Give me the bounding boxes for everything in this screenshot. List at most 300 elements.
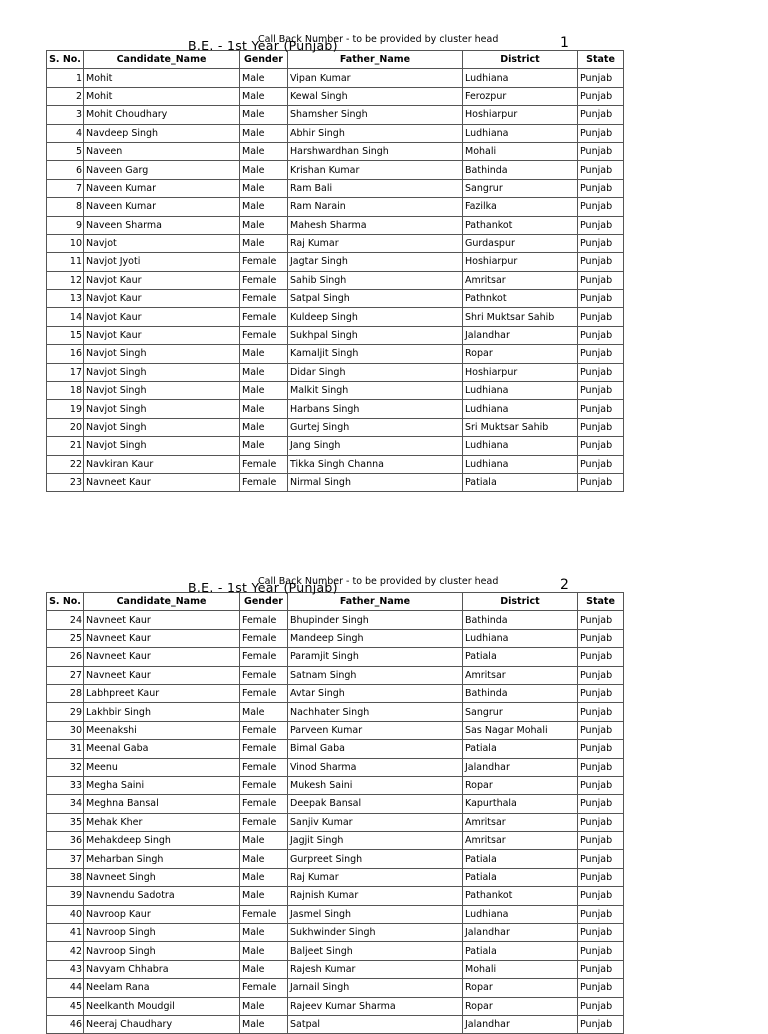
candidate-name-cell: Labhpreet Kaur [84, 684, 240, 702]
state-cell: Punjab [578, 703, 624, 721]
serial-number-cell: 33 [47, 776, 84, 794]
serial-number-cell: 20 [47, 418, 84, 436]
state-cell: Punjab [578, 87, 624, 105]
state-cell: Punjab [578, 124, 624, 142]
state-cell: Punjab [578, 942, 624, 960]
candidate-name-cell: Mohit Choudhary [84, 106, 240, 124]
district-cell: Ludhiana [463, 905, 578, 923]
district-cell: Jalandhar [463, 924, 578, 942]
table-row [47, 666, 624, 684]
district-cell: Ferozpur [463, 87, 578, 105]
gender-cell: Male [240, 997, 288, 1015]
district-cell: Gurdaspur [463, 234, 578, 252]
column-header: Gender [240, 51, 288, 69]
district-cell: Jalandhar [463, 758, 578, 776]
state-cell: Punjab [578, 721, 624, 739]
state-cell: Punjab [578, 611, 624, 629]
column-header: State [578, 593, 624, 611]
gender-cell: Male [240, 124, 288, 142]
candidate-name-cell: Meghna Bansal [84, 795, 240, 813]
candidate-name-cell: Mohit [84, 87, 240, 105]
candidate-name-cell: Navjot Kaur [84, 271, 240, 289]
candidate-name-cell: Navneet Kaur [84, 666, 240, 684]
table-row [47, 997, 624, 1015]
district-cell: Patiala [463, 942, 578, 960]
candidate-name-cell: Navjot Singh [84, 400, 240, 418]
state-cell: Punjab [578, 69, 624, 87]
table-row [47, 179, 624, 197]
candidate-name-cell: Naveen Kumar [84, 179, 240, 197]
district-cell: Mohali [463, 142, 578, 160]
serial-number-cell: 24 [47, 611, 84, 629]
candidate-name-cell: Navroop Singh [84, 942, 240, 960]
serial-number-cell: 35 [47, 813, 84, 831]
gender-cell: Male [240, 382, 288, 400]
candidate-table [46, 592, 624, 1034]
district-cell: Pathankot [463, 216, 578, 234]
table-row [47, 960, 624, 978]
candidate-name-cell: Navneet Kaur [84, 629, 240, 647]
serial-number-cell: 27 [47, 666, 84, 684]
gender-cell: Male [240, 832, 288, 850]
serial-number-cell: 17 [47, 363, 84, 381]
table-row [47, 868, 624, 886]
table-row [47, 142, 624, 160]
state-cell: Punjab [578, 850, 624, 868]
father-name-cell: Nachhater Singh [288, 703, 463, 721]
candidate-name-cell: Navjot Singh [84, 382, 240, 400]
gender-cell: Female [240, 473, 288, 491]
column-header: District [463, 593, 578, 611]
gender-cell: Male [240, 345, 288, 363]
district-cell: Sangrur [463, 703, 578, 721]
serial-number-cell: 44 [47, 979, 84, 997]
district-cell: Amritsar [463, 271, 578, 289]
district-cell: Amritsar [463, 666, 578, 684]
table-row [47, 887, 624, 905]
serial-number-cell: 1 [47, 69, 84, 87]
district-cell: Hoshiarpur [463, 363, 578, 381]
state-cell: Punjab [578, 400, 624, 418]
column-header: State [578, 51, 624, 69]
gender-cell: Female [240, 758, 288, 776]
father-name-cell: Harbans Singh [288, 400, 463, 418]
table-row [47, 795, 624, 813]
serial-number-cell: 32 [47, 758, 84, 776]
state-cell: Punjab [578, 924, 624, 942]
table-row [47, 234, 624, 252]
state-cell: Punjab [578, 455, 624, 473]
state-cell: Punjab [578, 308, 624, 326]
candidate-name-cell: Meenakshi [84, 721, 240, 739]
serial-number-cell: 34 [47, 795, 84, 813]
district-cell: Sri Muktsar Sahib [463, 418, 578, 436]
serial-number-cell: 7 [47, 179, 84, 197]
district-cell: Sangrur [463, 179, 578, 197]
candidate-name-cell: Mohit [84, 69, 240, 87]
father-name-cell: Vipan Kumar [288, 69, 463, 87]
father-name-cell: Kamaljit Singh [288, 345, 463, 363]
state-cell: Punjab [578, 253, 624, 271]
table-row [47, 69, 624, 87]
candidate-name-cell: Naveen Garg [84, 161, 240, 179]
gender-cell: Male [240, 161, 288, 179]
father-name-cell: Shamsher Singh [288, 106, 463, 124]
gender-cell: Male [240, 363, 288, 381]
father-name-cell: Parveen Kumar [288, 721, 463, 739]
table-row [47, 124, 624, 142]
table-row [47, 832, 624, 850]
page-title: B.E. - 1st Year (Punjab) [188, 38, 338, 53]
column-header: Candidate_Name [84, 51, 240, 69]
candidate-name-cell: Navjot Kaur [84, 290, 240, 308]
table-row [47, 326, 624, 344]
table-row [47, 216, 624, 234]
table-row [47, 703, 624, 721]
district-cell: Hoshiarpur [463, 253, 578, 271]
state-cell: Punjab [578, 326, 624, 344]
father-name-cell: Krishan Kumar [288, 161, 463, 179]
gender-cell: Female [240, 666, 288, 684]
candidate-name-cell: Meharban Singh [84, 850, 240, 868]
serial-number-cell: 45 [47, 997, 84, 1015]
father-name-cell: Sanjiv Kumar [288, 813, 463, 831]
district-cell: Ludhiana [463, 455, 578, 473]
state-cell: Punjab [578, 960, 624, 978]
table-row [47, 648, 624, 666]
table-header-row [47, 51, 624, 69]
father-name-cell: Nirmal Singh [288, 473, 463, 491]
table-row [47, 776, 624, 794]
father-name-cell: Kewal Singh [288, 87, 463, 105]
candidate-name-cell: Navjot [84, 234, 240, 252]
table-row [47, 363, 624, 381]
table-row [47, 684, 624, 702]
district-cell: Patiala [463, 473, 578, 491]
father-name-cell: Mandeep Singh [288, 629, 463, 647]
father-name-cell: Satnam Singh [288, 666, 463, 684]
serial-number-cell: 42 [47, 942, 84, 960]
table-row [47, 455, 624, 473]
district-cell: Sas Nagar Mohali [463, 721, 578, 739]
candidate-name-cell: Navneet Singh [84, 868, 240, 886]
father-name-cell: Deepak Bansal [288, 795, 463, 813]
father-name-cell: Abhir Singh [288, 124, 463, 142]
serial-number-cell: 38 [47, 868, 84, 886]
serial-number-cell: 16 [47, 345, 84, 363]
gender-cell: Female [240, 611, 288, 629]
state-cell: Punjab [578, 1015, 624, 1033]
candidate-name-cell: Navneet Kaur [84, 648, 240, 666]
father-name-cell: Baljeet Singh [288, 942, 463, 960]
table-row [47, 106, 624, 124]
candidate-name-cell: Neeraj Chaudhary [84, 1015, 240, 1033]
table-row [47, 271, 624, 289]
page-number: 1 [560, 35, 569, 51]
father-name-cell: Bhupinder Singh [288, 611, 463, 629]
serial-number-cell: 10 [47, 234, 84, 252]
serial-number-cell: 25 [47, 629, 84, 647]
column-header: Candidate_Name [84, 593, 240, 611]
father-name-cell: Sahib Singh [288, 271, 463, 289]
table-row [47, 345, 624, 363]
column-header: Gender [240, 593, 288, 611]
father-name-cell: Tikka Singh Channa [288, 455, 463, 473]
column-header: Father_Name [288, 51, 463, 69]
serial-number-cell: 6 [47, 161, 84, 179]
state-cell: Punjab [578, 418, 624, 436]
table-row [47, 161, 624, 179]
table-row [47, 813, 624, 831]
serial-number-cell: 8 [47, 198, 84, 216]
candidate-name-cell: Meenu [84, 758, 240, 776]
father-name-cell: Satpal [288, 1015, 463, 1033]
state-cell: Punjab [578, 666, 624, 684]
state-cell: Punjab [578, 648, 624, 666]
table-row [47, 942, 624, 960]
table-row [47, 437, 624, 455]
gender-cell: Female [240, 795, 288, 813]
serial-number-cell: 21 [47, 437, 84, 455]
state-cell: Punjab [578, 684, 624, 702]
father-name-cell: Harshwardhan Singh [288, 142, 463, 160]
state-cell: Punjab [578, 887, 624, 905]
district-cell: Patiala [463, 850, 578, 868]
state-cell: Punjab [578, 234, 624, 252]
page-header [46, 576, 623, 595]
district-cell: Ropar [463, 345, 578, 363]
table-row [47, 611, 624, 629]
serial-number-cell: 2 [47, 87, 84, 105]
column-header: Father_Name [288, 593, 463, 611]
gender-cell: Male [240, 1015, 288, 1033]
district-cell: Ludhiana [463, 437, 578, 455]
serial-number-cell: 40 [47, 905, 84, 923]
candidate-name-cell: Megha Saini [84, 776, 240, 794]
header-note: Call Back Number - to be provided by cluster head [258, 34, 499, 45]
serial-number-cell: 23 [47, 473, 84, 491]
father-name-cell: Bimal Gaba [288, 740, 463, 758]
father-name-cell: Rajesh Kumar [288, 960, 463, 978]
gender-cell: Male [240, 942, 288, 960]
table-row [47, 473, 624, 491]
state-cell: Punjab [578, 106, 624, 124]
table-row [47, 758, 624, 776]
district-cell: Kapurthala [463, 795, 578, 813]
table-row [47, 382, 624, 400]
state-cell: Punjab [578, 473, 624, 491]
page-number: 2 [560, 577, 569, 593]
page-2-section [46, 578, 623, 1034]
father-name-cell: Ram Narain [288, 198, 463, 216]
state-cell: Punjab [578, 740, 624, 758]
serial-number-cell: 14 [47, 308, 84, 326]
district-cell: Ludhiana [463, 400, 578, 418]
candidate-table [46, 50, 624, 492]
table-row [47, 979, 624, 997]
father-name-cell: Vinod Sharma [288, 758, 463, 776]
district-cell: Pathankot [463, 887, 578, 905]
gender-cell: Male [240, 400, 288, 418]
candidate-name-cell: Navroop Singh [84, 924, 240, 942]
gender-cell: Male [240, 437, 288, 455]
gender-cell: Female [240, 648, 288, 666]
father-name-cell: Satpal Singh [288, 290, 463, 308]
table-row [47, 1015, 624, 1033]
father-name-cell: Didar Singh [288, 363, 463, 381]
serial-number-cell: 3 [47, 106, 84, 124]
district-cell: Pathnkot [463, 290, 578, 308]
gender-cell: Male [240, 234, 288, 252]
candidate-name-cell: Navjot Singh [84, 363, 240, 381]
table-header-row [47, 593, 624, 611]
father-name-cell: Ram Bali [288, 179, 463, 197]
gender-cell: Female [240, 721, 288, 739]
serial-number-cell: 9 [47, 216, 84, 234]
district-cell: Jalandhar [463, 1015, 578, 1033]
table-row [47, 721, 624, 739]
candidate-name-cell: Lakhbir Singh [84, 703, 240, 721]
serial-number-cell: 18 [47, 382, 84, 400]
table-row [47, 290, 624, 308]
gender-cell: Male [240, 960, 288, 978]
state-cell: Punjab [578, 997, 624, 1015]
state-cell: Punjab [578, 290, 624, 308]
candidate-name-cell: Meenal Gaba [84, 740, 240, 758]
table-row [47, 253, 624, 271]
father-name-cell: Avtar Singh [288, 684, 463, 702]
table-row [47, 629, 624, 647]
state-cell: Punjab [578, 216, 624, 234]
candidate-name-cell: Navjot Kaur [84, 308, 240, 326]
gender-cell: Male [240, 703, 288, 721]
gender-cell: Female [240, 308, 288, 326]
gender-cell: Male [240, 924, 288, 942]
state-cell: Punjab [578, 179, 624, 197]
candidate-name-cell: Navjot Kaur [84, 326, 240, 344]
candidate-name-cell: Navdeep Singh [84, 124, 240, 142]
state-cell: Punjab [578, 868, 624, 886]
candidate-name-cell: Naveen [84, 142, 240, 160]
district-cell: Ludhiana [463, 124, 578, 142]
district-cell: Patiala [463, 648, 578, 666]
serial-number-cell: 26 [47, 648, 84, 666]
district-cell: Ludhiana [463, 69, 578, 87]
candidate-name-cell: Navroop Kaur [84, 905, 240, 923]
gender-cell: Male [240, 179, 288, 197]
district-cell: Ropar [463, 997, 578, 1015]
serial-number-cell: 37 [47, 850, 84, 868]
table-row [47, 905, 624, 923]
state-cell: Punjab [578, 382, 624, 400]
candidate-name-cell: Mehakdeep Singh [84, 832, 240, 850]
state-cell: Punjab [578, 758, 624, 776]
serial-number-cell: 15 [47, 326, 84, 344]
father-name-cell: Malkit Singh [288, 382, 463, 400]
father-name-cell: Sukhpal Singh [288, 326, 463, 344]
state-cell: Punjab [578, 776, 624, 794]
father-name-cell: Rajeev Kumar Sharma [288, 997, 463, 1015]
state-cell: Punjab [578, 142, 624, 160]
father-name-cell: Mukesh Saini [288, 776, 463, 794]
serial-number-cell: 11 [47, 253, 84, 271]
column-header: District [463, 51, 578, 69]
serial-number-cell: 13 [47, 290, 84, 308]
table-row [47, 87, 624, 105]
district-cell: Ludhiana [463, 629, 578, 647]
serial-number-cell: 29 [47, 703, 84, 721]
district-cell: Mohali [463, 960, 578, 978]
gender-cell: Female [240, 290, 288, 308]
district-cell: Ropar [463, 979, 578, 997]
gender-cell: Female [240, 629, 288, 647]
district-cell: Amritsar [463, 813, 578, 831]
father-name-cell: Gurpreet Singh [288, 850, 463, 868]
column-header: S. No. [47, 51, 84, 69]
district-cell: Patiala [463, 868, 578, 886]
candidate-name-cell: Naveen Sharma [84, 216, 240, 234]
page-header [46, 34, 623, 53]
state-cell: Punjab [578, 437, 624, 455]
serial-number-cell: 22 [47, 455, 84, 473]
candidate-name-cell: Mehak Kher [84, 813, 240, 831]
gender-cell: Male [240, 69, 288, 87]
gender-cell: Female [240, 740, 288, 758]
candidate-name-cell: Navjot Singh [84, 418, 240, 436]
state-cell: Punjab [578, 795, 624, 813]
candidate-name-cell: Navyam Chhabra [84, 960, 240, 978]
gender-cell: Female [240, 905, 288, 923]
table-row [47, 400, 624, 418]
father-name-cell: Gurtej Singh [288, 418, 463, 436]
table-row [47, 418, 624, 436]
gender-cell: Female [240, 813, 288, 831]
gender-cell: Female [240, 979, 288, 997]
state-cell: Punjab [578, 198, 624, 216]
gender-cell: Female [240, 326, 288, 344]
father-name-cell: Jarnail Singh [288, 979, 463, 997]
district-cell: Ropar [463, 776, 578, 794]
father-name-cell: Sukhwinder Singh [288, 924, 463, 942]
serial-number-cell: 46 [47, 1015, 84, 1033]
father-name-cell: Jagtar Singh [288, 253, 463, 271]
state-cell: Punjab [578, 979, 624, 997]
serial-number-cell: 30 [47, 721, 84, 739]
district-cell: Jalandhar [463, 326, 578, 344]
district-cell: Hoshiarpur [463, 106, 578, 124]
candidate-name-cell: Navjot Jyoti [84, 253, 240, 271]
serial-number-cell: 5 [47, 142, 84, 160]
header-note: Call Back Number - to be provided by cluster head [258, 576, 499, 587]
table-row [47, 924, 624, 942]
district-cell: Bathinda [463, 161, 578, 179]
state-cell: Punjab [578, 363, 624, 381]
father-name-cell: Jagjit Singh [288, 832, 463, 850]
table-row [47, 850, 624, 868]
candidate-name-cell: Navkiran Kaur [84, 455, 240, 473]
page-1-section [46, 36, 623, 492]
gender-cell: Male [240, 418, 288, 436]
father-name-cell: Jang Singh [288, 437, 463, 455]
gender-cell: Female [240, 455, 288, 473]
column-header: S. No. [47, 593, 84, 611]
serial-number-cell: 41 [47, 924, 84, 942]
table-row [47, 740, 624, 758]
gender-cell: Female [240, 253, 288, 271]
gender-cell: Male [240, 106, 288, 124]
serial-number-cell: 31 [47, 740, 84, 758]
father-name-cell: Jasmel Singh [288, 905, 463, 923]
